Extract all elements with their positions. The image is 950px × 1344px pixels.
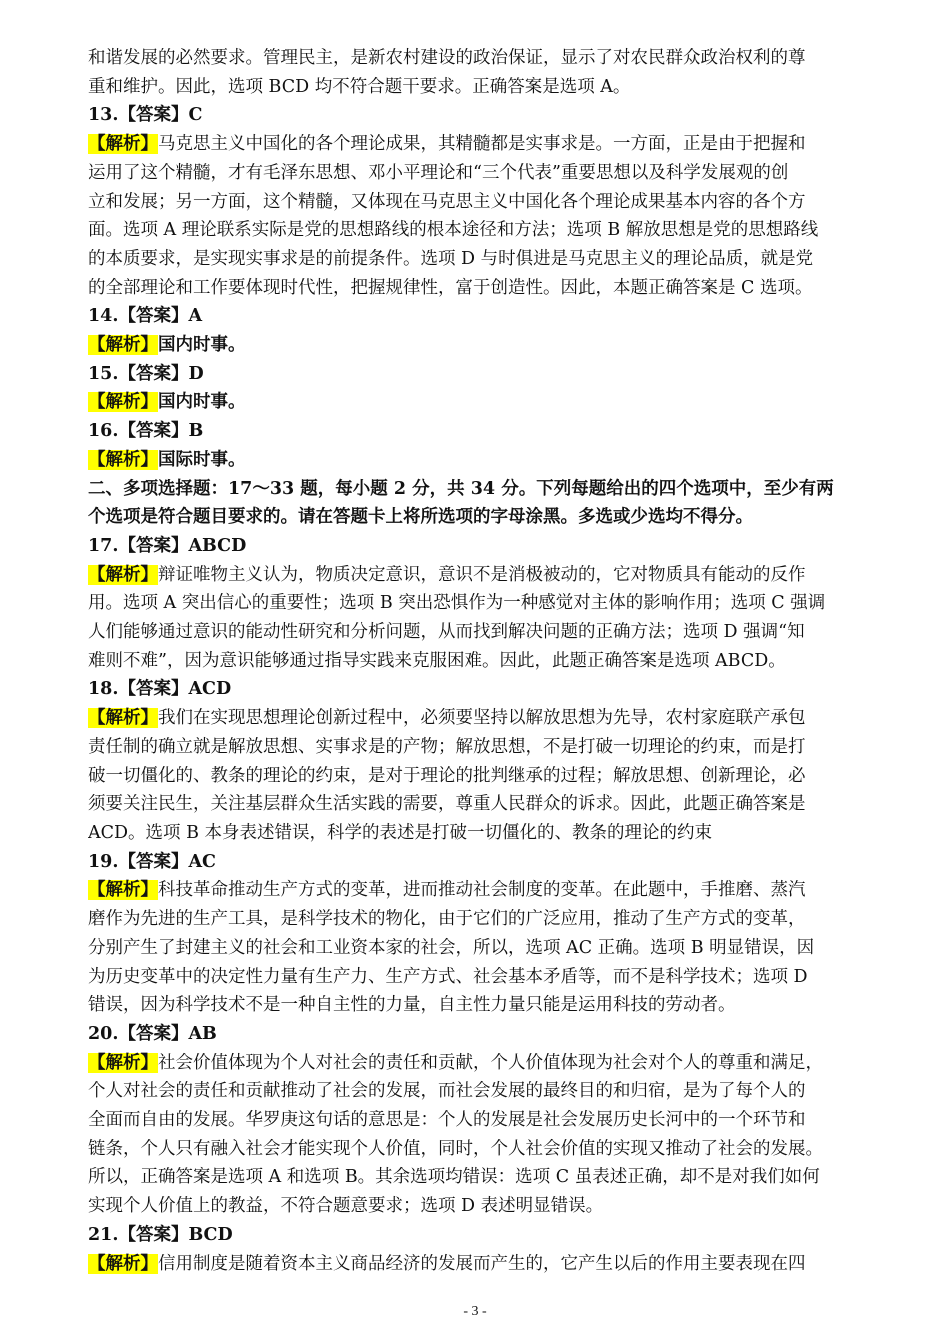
line-text: 科技革命推动生产方式的变革，进而推动社会制度的变革。在此题中，手推磨、蒸汽 <box>158 880 806 901</box>
answer-heading <box>88 848 866 877</box>
line-text: 链条，个人只有融入社会才能实现个人价值，同时，个人社会价值的实现又推动了社会的发展。 <box>88 1138 823 1159</box>
answer-label: 15.【答案】D <box>88 363 204 384</box>
document-page <box>88 44 866 1278</box>
analysis-line <box>88 130 866 159</box>
line-text: 和谐发展的必然要求。管理民主，是新农村建设的政治保证，显示了对农民群众政治权利的尊 <box>88 48 806 68</box>
analysis-line <box>88 704 866 733</box>
analysis-line <box>88 446 866 475</box>
analysis-tag: 【解析】 <box>88 708 158 729</box>
text-line <box>88 934 866 963</box>
analysis-tag: 【解析】 <box>88 880 158 901</box>
answer-heading <box>88 675 866 704</box>
line-text: 的全部理论和工作要体现时代性，把握规律性，富于创造性。因此，本题正确答案是 C 选项。 <box>88 277 813 298</box>
analysis-tag: 【解析】 <box>88 1052 158 1073</box>
line-text: ACD。选项 B 本身表述错误，科学的表述是打破一切僵化的、教条的理论的约束 <box>88 822 713 843</box>
analysis-tag: 【解析】 <box>88 1253 158 1274</box>
line-text: 个人对社会的责任和贡献推动了社会的发展，而社会发展的最终目的和归宿，是为了每个人的 <box>88 1081 806 1102</box>
line-text: 所以，正确答案是选项 A 和选项 B。其余选项均错误：选项 C 虽表述正确，却不是对我们如何 <box>88 1167 820 1188</box>
analysis-line <box>88 876 866 905</box>
text-line <box>88 1192 866 1221</box>
line-text: 运用了这个精髓，才有毛泽东思想、邓小平理论和“三个代表”重要思想以及科学发展观的创 <box>88 162 789 183</box>
line-text: 的本质要求，是实现实事求是的前提条件。选项 D 与时俱进是马克思主义的理论品质，就是党 <box>88 248 814 269</box>
analysis-tag: 【解析】 <box>88 134 158 155</box>
line-text: 全面而自由的发展。华罗庚这句话的意思是：个人的发展是社会发展历史长河中的一个环节和 <box>88 1110 806 1131</box>
line-text: 人们能够通过意识的能动性研究和分析问题，从而找到解决问题的正确方法；选项 D 强调“知 <box>88 622 805 643</box>
text-line <box>88 589 866 618</box>
analysis-line <box>88 1049 866 1078</box>
line-text: 国内时事。 <box>158 392 246 413</box>
text-line <box>88 73 866 102</box>
page-number: - 3 - <box>463 1304 487 1319</box>
line-text: 马克思主义中国化的各个理论成果，其精髓都是实事求是。一方面，正是由于把握和 <box>158 134 806 155</box>
analysis-tag: 【解析】 <box>88 335 158 356</box>
text-line <box>88 618 866 647</box>
line-text: 责任制的确立就是解放思想、实事求是的产物；解放思想，不是打破一切理论的约束，而是打 <box>88 736 806 757</box>
line-text: 难则不难”，因为意识能够通过指导实践来克服困难。因此，此题正确答案是选项 ABCD。 <box>88 650 786 671</box>
line-text: 信用制度是随着资本主义商品经济的发展而产生的，它产生以后的作用主要表现在四 <box>158 1253 806 1274</box>
text-line <box>88 762 866 791</box>
text-line <box>88 245 866 274</box>
line-text: 二、多项选择题：17～33 题，每小题 2 分，共 34 分。下列每题给出的四个选项中，至少有两 <box>88 478 834 499</box>
text-line <box>88 819 866 848</box>
answer-heading <box>88 101 866 130</box>
answer-label: 13.【答案】C <box>88 105 203 126</box>
line-text: 用。选项 A 突出信心的重要性；选项 B 突出恐惧作为一种感觉对主体的影响作用；选项 C 强调 <box>88 593 826 614</box>
answer-label: 18.【答案】ACD <box>88 679 232 700</box>
line-text: 个选项是符合题目要求的。请在答题卡上将所选项的字母涂黑。多选或少选均不得分。 <box>88 507 753 528</box>
answer-label: 20.【答案】AB <box>88 1023 217 1044</box>
text-line <box>88 216 866 245</box>
answer-heading <box>88 417 866 446</box>
text-line <box>88 503 866 532</box>
text-line <box>88 733 866 762</box>
line-text: 错误，因为科学技术不是一种自主性的力量，自主性力量只能是运用科技的劳动者。 <box>88 995 736 1016</box>
text-line <box>88 274 866 303</box>
line-text: 立和发展；另一方面，这个精髓，又体现在马克思主义中国化各个理论成果基本内容的各个方 <box>88 191 806 212</box>
text-line <box>88 159 866 188</box>
line-text: 辩证唯物主义认为，物质决定意识，意识不是消极被动的，它对物质具有能动的反作 <box>158 564 806 585</box>
text-line <box>88 1077 866 1106</box>
answer-heading <box>88 1020 866 1049</box>
answer-label: 17.【答案】ABCD <box>88 535 247 556</box>
line-text: 实现个人价值上的教益，不符合题意要求；选项 D 表述明显错误。 <box>88 1196 604 1217</box>
text-line <box>88 1106 866 1135</box>
text-line <box>88 1163 866 1192</box>
line-text: 磨作为先进的生产工具，是科学技术的物化，由于它们的广泛应用，推动了生产方式的变革， <box>88 909 806 930</box>
text-line <box>88 963 866 992</box>
analysis-line <box>88 561 866 590</box>
analysis-line <box>88 388 866 417</box>
text-line <box>88 44 866 73</box>
text-line <box>88 991 866 1020</box>
answer-label: 14.【答案】A <box>88 306 203 327</box>
line-text: 重和维护。因此，选项 BCD 均不符合题干要求。正确答案是选项 A。 <box>88 76 631 97</box>
answer-label: 21.【答案】BCD <box>88 1224 233 1245</box>
text-line <box>88 188 866 217</box>
analysis-line <box>88 331 866 360</box>
analysis-line <box>88 1250 866 1279</box>
answer-heading <box>88 532 866 561</box>
line-text: 国内时事。 <box>158 335 246 356</box>
answer-label: 19.【答案】AC <box>88 851 216 872</box>
line-text: 破一切僵化的、教条的理论的约束，是对于理论的批判继承的过程；解放思想、创新理论，必 <box>88 765 806 786</box>
answer-heading <box>88 360 866 389</box>
text-line <box>88 905 866 934</box>
analysis-tag: 【解析】 <box>88 564 158 585</box>
line-text: 须要关注民生，关注基层群众生活实践的需要，尊重人民群众的诉求。因此，此题正确答案是 <box>88 794 806 815</box>
text-line <box>88 1135 866 1164</box>
line-text: 我们在实现思想理论创新过程中，必须要坚持以解放思想为先导，农村家庭联产承包 <box>158 708 806 729</box>
line-text: 面。选项 A 理论联系实际是党的思想路线的根本途径和方法；选项 B 解放思想是党的思想路线 <box>88 220 819 241</box>
text-line <box>88 790 866 819</box>
text-line <box>88 647 866 676</box>
line-text: 为历史变革中的决定性力量有生产力、生产方式、社会基本矛盾等，而不是科学技术；选项 D <box>88 966 808 987</box>
line-text: 分别产生了封建主义的社会和工业资本家的社会，所以，选项 AC 正确。选项 B 明显错误，因 <box>88 937 815 958</box>
analysis-tag: 【解析】 <box>88 449 158 470</box>
text-line <box>88 475 866 504</box>
line-text: 国际时事。 <box>158 449 246 470</box>
answer-heading <box>88 302 866 331</box>
analysis-tag: 【解析】 <box>88 392 158 413</box>
answer-label: 16.【答案】B <box>88 421 204 442</box>
line-text: 社会价值体现为个人对社会的责任和贡献，个人价值体现为社会对个人的尊重和满足， <box>158 1052 823 1073</box>
answer-heading <box>88 1221 866 1250</box>
